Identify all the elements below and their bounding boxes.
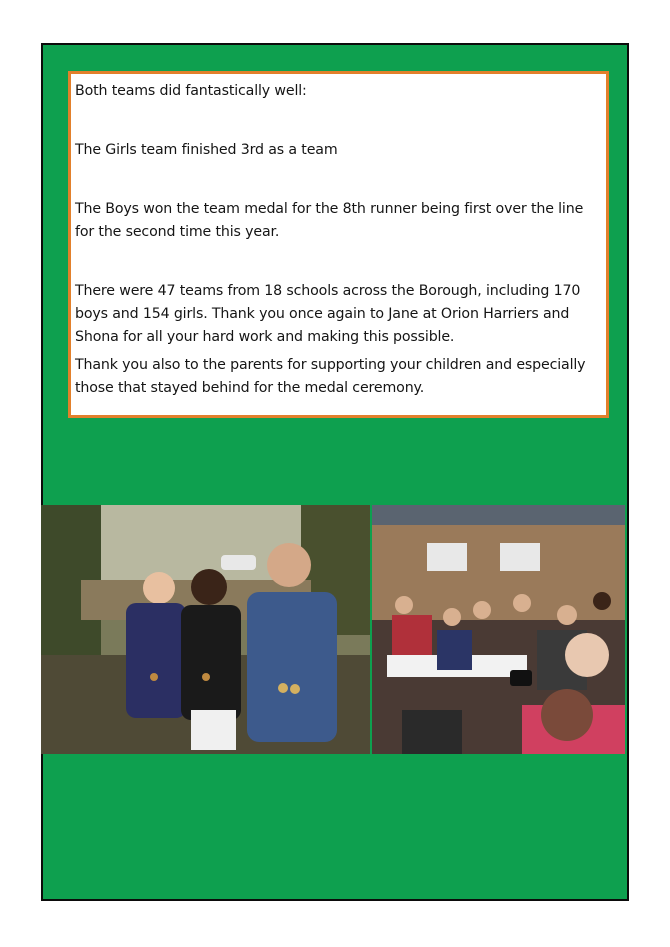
paragraph-participation: There were 47 teams from 18 schools across the Borough, including 170 boys and 154 girls. Thank you once again to Jane at Orion Harriers and Shona for all your hard work and making this possible. [75,283,581,345]
paragraph-boys-result: The Boys won the team medal for the 8th runner being first over the line for the second time this year. [75,201,584,240]
photo-medal-winners [41,505,370,754]
newsletter-text-box [68,71,609,418]
paragraph-girls-result: The Girls team finished 3rd as a team [75,142,338,158]
paragraph-teams-intro: Both teams did fantastically well: [75,83,307,99]
photo-medal-ceremony [372,505,625,754]
paragraph-thanks-parents: Thank you also to the parents for supporting your children and especially those that stayed behind for the medal ceremony. [75,357,586,396]
